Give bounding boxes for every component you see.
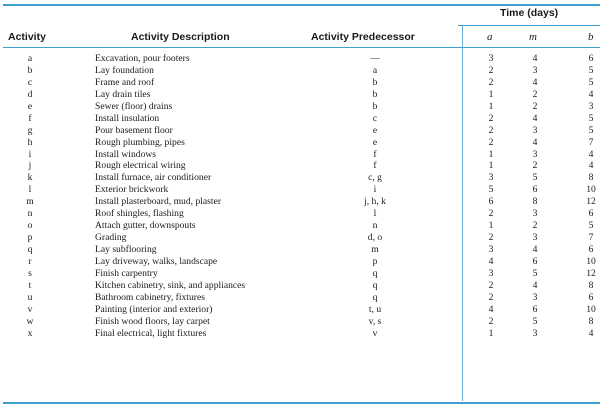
cell-time-a: 2 — [488, 136, 494, 148]
cell-time-a: 1 — [488, 327, 494, 339]
header-time-group: Time (days) — [500, 7, 559, 19]
cell-time-a: 4 — [488, 303, 494, 315]
cell-time-b: 6 — [588, 291, 594, 303]
cell-activity: l — [28, 184, 32, 196]
cell-time-a: 2 — [488, 112, 494, 124]
cell-time-m: 5 — [532, 172, 538, 184]
cell-time-b: 12 — [586, 196, 596, 208]
cell-time-a: 2 — [488, 76, 494, 88]
cell-activity: x — [27, 327, 33, 339]
cell-time-a: 1 — [488, 100, 494, 112]
table-row — [0, 101, 602, 113]
cell-time-b: 5 — [588, 64, 594, 76]
cell-time-a: 2 — [488, 208, 494, 220]
cell-time-m: 3 — [532, 124, 538, 136]
cell-description: Excavation, pour footers — [95, 53, 190, 64]
cell-activity: g — [27, 124, 33, 136]
table-row — [0, 89, 602, 101]
table-row — [0, 149, 602, 161]
cell-activity: e — [27, 100, 33, 112]
cell-time-a: 2 — [488, 291, 494, 303]
table-row — [0, 160, 602, 172]
cell-activity: d — [27, 88, 33, 100]
cell-predecessor: p — [372, 255, 378, 267]
cell-predecessor: d, o — [367, 232, 383, 244]
cell-time-m: 2 — [532, 220, 538, 232]
cell-time-m: 3 — [532, 327, 538, 339]
cell-time-a: 1 — [488, 88, 494, 100]
table-row — [0, 316, 602, 328]
cell-description: Lay subflooring — [95, 244, 157, 255]
cell-time-m: 4 — [532, 76, 538, 88]
cell-time-b: 6 — [588, 208, 594, 220]
cell-predecessor: c — [372, 112, 378, 124]
cell-description: Finish wood floors, lay carpet — [95, 315, 210, 327]
cell-activity: h — [27, 136, 33, 148]
cell-time-b: 10 — [586, 184, 596, 196]
cell-activity: v — [27, 303, 33, 315]
cell-time-m: 5 — [532, 267, 538, 279]
time-group-rule — [458, 25, 600, 26]
cell-time-b: 5 — [588, 220, 594, 232]
cell-description: Lay driveway, walks, landscape — [95, 255, 218, 267]
table-row — [0, 65, 602, 77]
cell-time-m: 3 — [532, 232, 538, 244]
cell-predecessor: b — [372, 100, 378, 112]
cell-time-a: 5 — [488, 184, 494, 196]
cell-time-m: 4 — [532, 112, 538, 124]
cell-description: Install plasterboard, mud, plaster — [95, 196, 222, 208]
cell-time-m: 5 — [532, 315, 538, 327]
cell-time-a: 3 — [488, 244, 494, 255]
cell-activity: u — [27, 291, 33, 303]
cell-description: Roof shingles, flashing — [95, 208, 184, 220]
cell-description: Rough plumbing, pipes — [95, 136, 185, 148]
table-row — [0, 292, 602, 304]
cell-time-b: 4 — [588, 148, 594, 160]
cell-time-m: 2 — [532, 88, 538, 100]
header-description: Activity Description — [131, 31, 230, 43]
cell-time-m: 4 — [532, 53, 538, 64]
cell-time-a: 1 — [488, 160, 494, 172]
cell-time-b: 4 — [588, 88, 594, 100]
cell-time-a: 2 — [488, 64, 494, 76]
table-row — [0, 280, 602, 292]
cell-predecessor: b — [372, 76, 378, 88]
cell-activity: t — [28, 279, 32, 291]
cell-predecessor: q — [372, 267, 378, 279]
cell-activity: f — [28, 112, 32, 124]
cell-time-a: 4 — [488, 255, 494, 267]
cell-activity: a — [27, 53, 33, 64]
cell-description: Lay drain tiles — [95, 88, 151, 100]
header-m: m — [529, 31, 537, 43]
cell-predecessor: c, g — [368, 172, 382, 184]
bottom-rule — [3, 402, 600, 404]
cell-time-b: 10 — [586, 255, 596, 267]
table-row — [0, 256, 602, 268]
cell-activity: b — [27, 64, 33, 76]
cell-time-b: 5 — [588, 112, 594, 124]
cell-predecessor: f — [373, 148, 377, 160]
cell-time-b: 7 — [588, 232, 594, 244]
table-row — [0, 113, 602, 125]
cell-predecessor: e — [372, 124, 378, 136]
cell-description: Final electrical, light fixtures — [95, 327, 207, 339]
table-row — [0, 232, 602, 244]
cell-time-m: 4 — [532, 136, 538, 148]
cell-time-m: 8 — [532, 196, 538, 208]
cell-description: Install windows — [95, 148, 157, 160]
cell-activity: i — [28, 148, 32, 160]
cell-time-a: 3 — [488, 172, 494, 184]
table-row — [0, 328, 602, 340]
cell-time-m: 2 — [532, 160, 538, 172]
cell-activity: m — [26, 196, 34, 208]
table-row — [0, 125, 602, 137]
cell-time-a: 2 — [488, 124, 494, 136]
cell-description: Frame and roof — [95, 76, 155, 88]
cell-activity: r — [28, 255, 32, 267]
cell-predecessor: n — [372, 220, 378, 232]
cell-predecessor: i — [373, 184, 377, 196]
cell-time-a: 3 — [488, 53, 494, 64]
cell-description: Finish carpentry — [95, 267, 158, 279]
table-row — [0, 137, 602, 149]
cell-predecessor: v, s — [368, 315, 382, 327]
cell-time-b: 8 — [588, 315, 594, 327]
cell-activity: o — [27, 220, 33, 232]
cell-activity: q — [27, 244, 33, 255]
table-row — [0, 268, 602, 280]
table-row — [0, 196, 602, 208]
cell-description: Lay foundation — [95, 64, 154, 76]
table-row — [0, 304, 602, 316]
header-a: a — [487, 31, 493, 43]
cell-predecessor: m — [371, 244, 379, 255]
cell-description: Pour basement floor — [95, 124, 173, 136]
cell-description: Exterior brickwork — [95, 184, 169, 196]
cell-time-a: 6 — [488, 196, 494, 208]
table-row — [0, 220, 602, 232]
cell-time-b: 12 — [586, 267, 596, 279]
cell-time-b: 3 — [588, 100, 594, 112]
cell-time-a: 1 — [488, 148, 494, 160]
cell-description: Sewer (floor) drains — [95, 100, 173, 112]
table-body — [0, 53, 602, 340]
cell-time-b: 8 — [588, 279, 594, 291]
table-row — [0, 184, 602, 196]
cell-time-b: 6 — [588, 53, 594, 64]
cell-time-m: 4 — [532, 244, 538, 255]
cell-predecessor: v — [372, 327, 378, 339]
cell-time-a: 2 — [488, 315, 494, 327]
cell-time-b: 4 — [588, 327, 594, 339]
cell-time-m: 3 — [532, 208, 538, 220]
header-activity: Activity — [8, 31, 46, 43]
cell-time-m: 6 — [532, 255, 538, 267]
cell-predecessor: b — [372, 88, 378, 100]
cell-activity: k — [27, 172, 33, 184]
table-row — [0, 53, 602, 65]
cell-description: Rough electrical wiring — [95, 160, 186, 172]
cell-time-m: 6 — [532, 303, 538, 315]
cell-time-b: 7 — [588, 136, 594, 148]
cell-time-a: 1 — [488, 220, 494, 232]
cell-activity: s — [28, 267, 32, 279]
cell-description: Install insulation — [95, 112, 160, 124]
cell-time-a: 2 — [488, 279, 494, 291]
cell-description: Install furnace, air conditioner — [95, 172, 212, 184]
cell-time-a: 3 — [488, 267, 494, 279]
cell-predecessor: t, u — [368, 303, 382, 315]
cell-time-b: 6 — [588, 244, 594, 255]
cell-time-m: 3 — [532, 64, 538, 76]
cell-description: Attach gutter, downspouts — [95, 220, 196, 232]
cell-predecessor: j, h, k — [364, 196, 386, 208]
header-predecessor: Activity Predecessor — [311, 31, 415, 43]
cell-activity: p — [27, 232, 33, 244]
cell-description: Grading — [95, 232, 127, 244]
cell-time-m: 2 — [532, 100, 538, 112]
table-row — [0, 172, 602, 184]
cell-predecessor: l — [373, 208, 377, 220]
cell-time-b: 8 — [588, 172, 594, 184]
cell-predecessor: e — [372, 136, 378, 148]
cell-description: Painting (interior and exterior) — [95, 303, 213, 315]
cell-activity: n — [27, 208, 33, 220]
header-rule — [3, 47, 600, 48]
cell-time-a: 2 — [488, 232, 494, 244]
cell-description: Bathroom cabinetry, fixtures — [95, 291, 205, 303]
cell-activity: j — [28, 160, 32, 172]
header-b: b — [588, 31, 594, 43]
cell-description: Kitchen cabinetry, sink, and appliances — [95, 279, 246, 291]
cell-predecessor: — — [370, 53, 380, 64]
cell-predecessor: f — [373, 160, 377, 172]
cell-predecessor: q — [372, 279, 378, 291]
cell-time-b: 4 — [588, 160, 594, 172]
table-row — [0, 208, 602, 220]
cell-time-b: 5 — [588, 124, 594, 136]
cell-time-b: 10 — [586, 303, 596, 315]
cell-time-m: 4 — [532, 279, 538, 291]
top-rule — [3, 4, 600, 6]
cell-time-m: 3 — [532, 291, 538, 303]
cell-activity: c — [27, 76, 33, 88]
cell-time-m: 6 — [532, 184, 538, 196]
cell-time-b: 5 — [588, 76, 594, 88]
cell-time-m: 3 — [532, 148, 538, 160]
table-row — [0, 244, 602, 256]
table-row — [0, 77, 602, 89]
cell-predecessor: q — [372, 291, 378, 303]
cell-predecessor: a — [372, 64, 378, 76]
cell-activity: w — [26, 315, 34, 327]
